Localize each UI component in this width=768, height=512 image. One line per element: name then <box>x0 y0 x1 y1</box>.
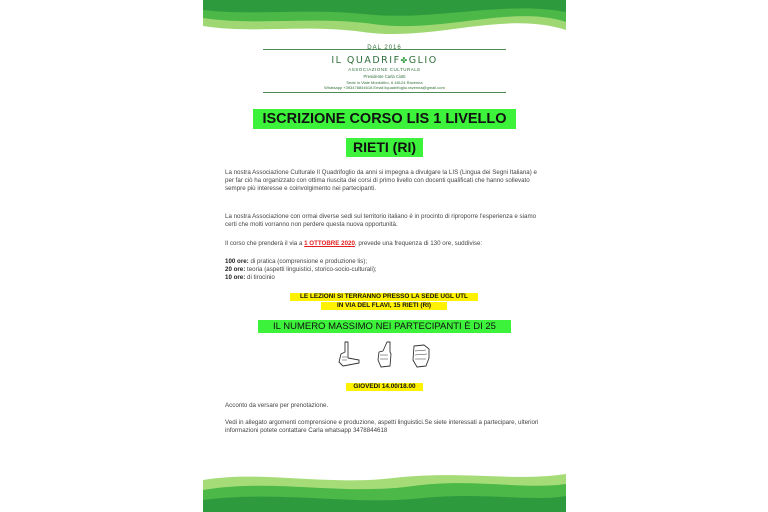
start-text-after: , prevede una frequenza di 130 ore, suddivise: <box>354 240 483 247</box>
hours-amount: 20 ore: <box>225 266 246 274</box>
hours-list <box>225 258 547 283</box>
closing-paragraph: Vedi in allegato argomenti comprensione e produzione, aspetti linguistici.Se siete interessati a partecipare, ulteriori informazioni potete contattare Carla whatsapp 3478844618 <box>225 419 539 435</box>
max-participants-banner: IL NUMERO MASSIMO NEI PARTECIPANTI È DI 25 <box>258 320 511 333</box>
hand-sign-l-icon <box>333 340 363 370</box>
clover-icon: ✤ <box>400 56 409 65</box>
association-paragraph: La nostra Associazione con ormai diverse sedi sul territorio italiano è in procinto di riproporre l'esperienza e siamo certi che molti vorranno non perdere questa nuova opportunità. <box>225 213 537 229</box>
header-name-left: IL QUADRIF <box>331 55 401 66</box>
start-text-before: Il corso che prenderà il via a <box>225 240 305 247</box>
venue-line-2: IN VIA DEL FLAVI, 15 RIETI (RI) <box>321 302 447 310</box>
start-date: 1 OTTOBRE 2020 <box>304 240 355 247</box>
hours-amount: 100 ore: <box>225 258 249 265</box>
hours-amount: 10 ore: <box>225 274 246 282</box>
bottom-wave-decoration <box>203 468 566 512</box>
header-president: Presidente Carla Ciotti <box>363 74 406 79</box>
hours-desc: di tirocinio <box>245 274 275 282</box>
header-name-right: GLIO <box>408 55 438 66</box>
header-address: Sede in Viale Mordolfiro, 6 48124 Ravenna <box>346 80 423 85</box>
venue-line-1: LE LEZIONI SI TERRANNO PRESSO LA SEDE UGL UTL <box>290 293 478 301</box>
header-contacts: Whatsapp +393478844618 Email ilquadrifoglio.ravenna@gmail.com <box>324 85 445 90</box>
header-subtitle: ASSOCIAZIONE CULTURALE <box>348 67 421 72</box>
hours-desc: di pratica (comprensione e produzione lis); <box>248 258 368 265</box>
flyer-page <box>203 0 566 512</box>
hours-item <box>225 274 547 282</box>
header-name <box>203 55 566 66</box>
top-wave-decoration <box>203 0 566 42</box>
intro-paragraph: La nostra Associazione Culturale Il Quadrifoglio da anni si impegna a divulgare la LIS (Lingua dei Segni Italiana) e per far ciò ha organizzato con ottima riuscita dei corsi di primo livello con docenti qualificati che hanno sollevato sempre più interesse e coinvolgimento nei partecipanti. <box>225 169 537 193</box>
hours-item <box>225 266 547 274</box>
hand-sign-s-icon <box>406 340 436 370</box>
start-date-paragraph <box>225 240 547 248</box>
header-line-bottom <box>263 92 506 93</box>
hours-desc: teoria (aspetti linguistici, storico-socio-culturali); <box>245 266 377 274</box>
deposit-note: Acconto da versare per prenotazione. <box>225 402 329 409</box>
course-title: ISCRIZIONE CORSO LIS 1 LIVELLO <box>253 109 516 129</box>
hand-sign-i-icon <box>369 340 399 370</box>
schedule-badge: GIOVEDI 14.00/18.00 <box>346 383 423 391</box>
header-since: DAL 2016 <box>367 45 402 51</box>
hours-item <box>225 258 547 266</box>
course-location: RIETI (RI) <box>346 138 423 157</box>
